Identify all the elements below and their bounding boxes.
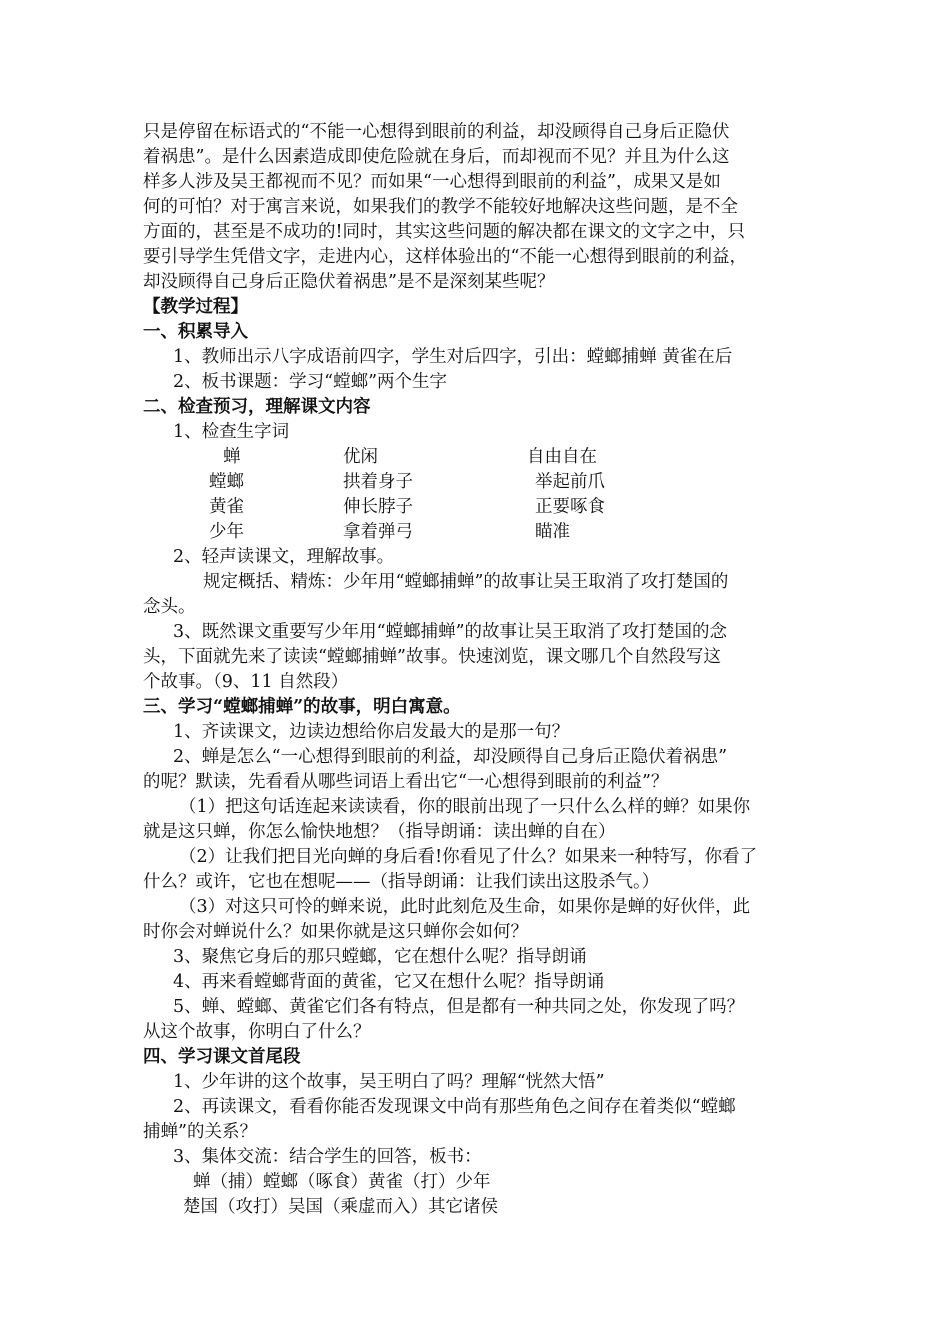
intro-line: 方面的，甚至是不成功的!同时，其实这些问题的解决都在课文的文字之中，只 xyxy=(143,222,746,242)
process-heading: 【教学过程】 xyxy=(143,297,248,317)
section-4-title: 四、学习课文首尾段 xyxy=(143,1047,301,1067)
intro-line: 只是停留在标语式的“不能一心想得到眼前的利益，却没顾得自己身后正隐伏 xyxy=(143,122,730,142)
section-3-title: 三、学习“螳螂捕蝉”的故事，明白寓意。 xyxy=(143,697,461,717)
vocabulary-row xyxy=(143,445,813,470)
section-3-item-2: 的呢？默读，先看看从哪些词语上看出它“一心想得到眼前的利益”？ xyxy=(143,772,669,792)
vocab-word: 螳螂 xyxy=(209,472,244,492)
section-4-item-3: 3、集体交流：结合学生的回答，板书： xyxy=(173,1147,482,1167)
section-4-item-2: 2、再读课文，看看你能否发现课文中尚有那些角色之间存在着类似“螳螂 xyxy=(173,1097,736,1117)
section-3-item-3: 3、聚焦它身后的那只螳螂，它在想什么呢？指导朗诵 xyxy=(173,947,587,967)
vocabulary-row xyxy=(143,495,813,520)
intro-paragraph xyxy=(143,120,813,295)
vocab-word: 正要啄食 xyxy=(535,497,605,517)
vocab-word: 黄雀 xyxy=(209,497,244,517)
section-4-item-2: 捕蝉”的关系？ xyxy=(143,1122,257,1142)
vocab-word: 瞄准 xyxy=(535,522,570,542)
blackboard-line: 楚国（攻打）吴国（乘虚而入）其它诸侯 xyxy=(183,1197,498,1217)
intro-line: 着祸患”。是什么因素造成即使危险就在身后，而却视而不见？并且为什么这 xyxy=(143,147,730,167)
section-2-item-2-detail: 规定概括、精炼：少年用“螳螂捕蝉”的故事让吴王取消了攻打楚国的 xyxy=(203,572,729,592)
section-3-sub-2: 什么？或许，它也在想呢——（指导朗诵：让我们读出这股杀气。） xyxy=(143,872,660,892)
vocabulary-row xyxy=(143,470,813,495)
section-3-sub-3: （3）对这只可怜的蝉来说，此时此刻危及生命，如果你是蝉的好伙伴，此 xyxy=(179,897,751,917)
section-1-item: 1、教师出示八字成语前四字，学生对后四字，引出：螳螂捕蝉 黄雀在后 xyxy=(173,347,733,367)
section-3-item-5: 从这个故事，你明白了什么？ xyxy=(143,1022,371,1042)
vocab-word: 优闲 xyxy=(343,447,378,467)
intro-line: 样多人涉及吴王都视而不见？而如果“一心想得到眼前的利益”，成果又是如 xyxy=(143,172,721,192)
vocab-word: 蝉 xyxy=(223,447,241,467)
intro-line: 却没顾得自己身后正隐伏着祸患”是不是深刻某些呢？ xyxy=(143,272,555,292)
section-1-title: 一、积累导入 xyxy=(143,322,248,342)
section-2-item-3: 头，下面就先来了读读“螳螂捕蝉”故事。快速浏览，课文哪几个自然段写这 xyxy=(143,647,721,667)
section-3-sub-2: （2）让我们把目光向蝉的身后看!你看见了什么？如果来一种特写，你看了 xyxy=(179,847,758,867)
section-3-sub-1: 就是这只蝉，你怎么愉快地想？（指导朗诵：读出蝉的自在） xyxy=(143,822,616,842)
vocab-word: 少年 xyxy=(209,522,244,542)
section-3-item-4: 4、再来看螳螂背面的黄雀，它又在想什么呢？指导朗诵 xyxy=(173,972,605,992)
vocabulary-row xyxy=(143,520,813,545)
vocab-word: 拱着身子 xyxy=(343,472,413,492)
vocabulary-table xyxy=(143,445,813,545)
section-3-sub-1: （1）把这句话连起来读读看，你的眼前出现了一只什么么样的蝉？如果你 xyxy=(179,797,751,817)
blackboard-line: 蝉（捕）螳螂（啄食）黄雀（打）少年 xyxy=(193,1172,491,1192)
section-4-item-1: 1、少年讲的这个故事，吴王明白了吗？理解“恍然大悟” xyxy=(173,1072,605,1092)
intro-line: 要引导学生凭借文字，走进内心，这样体验出的“不能一心想得到眼前的利益， xyxy=(143,247,747,267)
intro-line: 何的可怕？对于寓言来说，如果我们的教学不能较好地解决这些问题，是不全 xyxy=(143,197,738,217)
vocab-word: 伸长脖子 xyxy=(343,497,413,517)
section-3-item-5: 5、蝉、螳螂、黄雀它们各有特点，但是都有一种共同之处，你发现了吗？ xyxy=(173,997,745,1017)
section-2-title: 二、检查预习，理解课文内容 xyxy=(143,397,371,417)
section-3-item-1: 1、齐读课文，边读边想给你启发最大的是那一句？ xyxy=(173,722,570,742)
section-2-item-2: 2、轻声读课文，理解故事。 xyxy=(173,547,395,567)
section-2-item-3: 个故事。（9、11 自然段） xyxy=(143,672,349,692)
document-page xyxy=(143,120,813,1220)
vocab-word: 自由自在 xyxy=(527,447,597,467)
section-3-sub-3: 时你会对蝉说什么？如果你就是这只蝉你会如何？ xyxy=(143,922,528,942)
section-3-item-2: 2、蝉是怎么“一心想得到眼前的利益，却没顾得自己身后正隐伏着祸患” xyxy=(173,747,728,767)
vocab-word: 拿着弹弓 xyxy=(343,522,413,542)
section-2-item-2-detail: 念头。 xyxy=(143,597,196,617)
section-2-item-3: 3、既然课文重要写少年用“螳螂捕蝉”的故事让吴王取消了攻打楚国的念 xyxy=(173,622,728,642)
section-1-item: 2、板书课题：学习“螳螂”两个生字 xyxy=(173,372,448,392)
section-2-item-1: 1、检查生字词 xyxy=(173,422,290,442)
vocab-word: 举起前爪 xyxy=(535,472,605,492)
